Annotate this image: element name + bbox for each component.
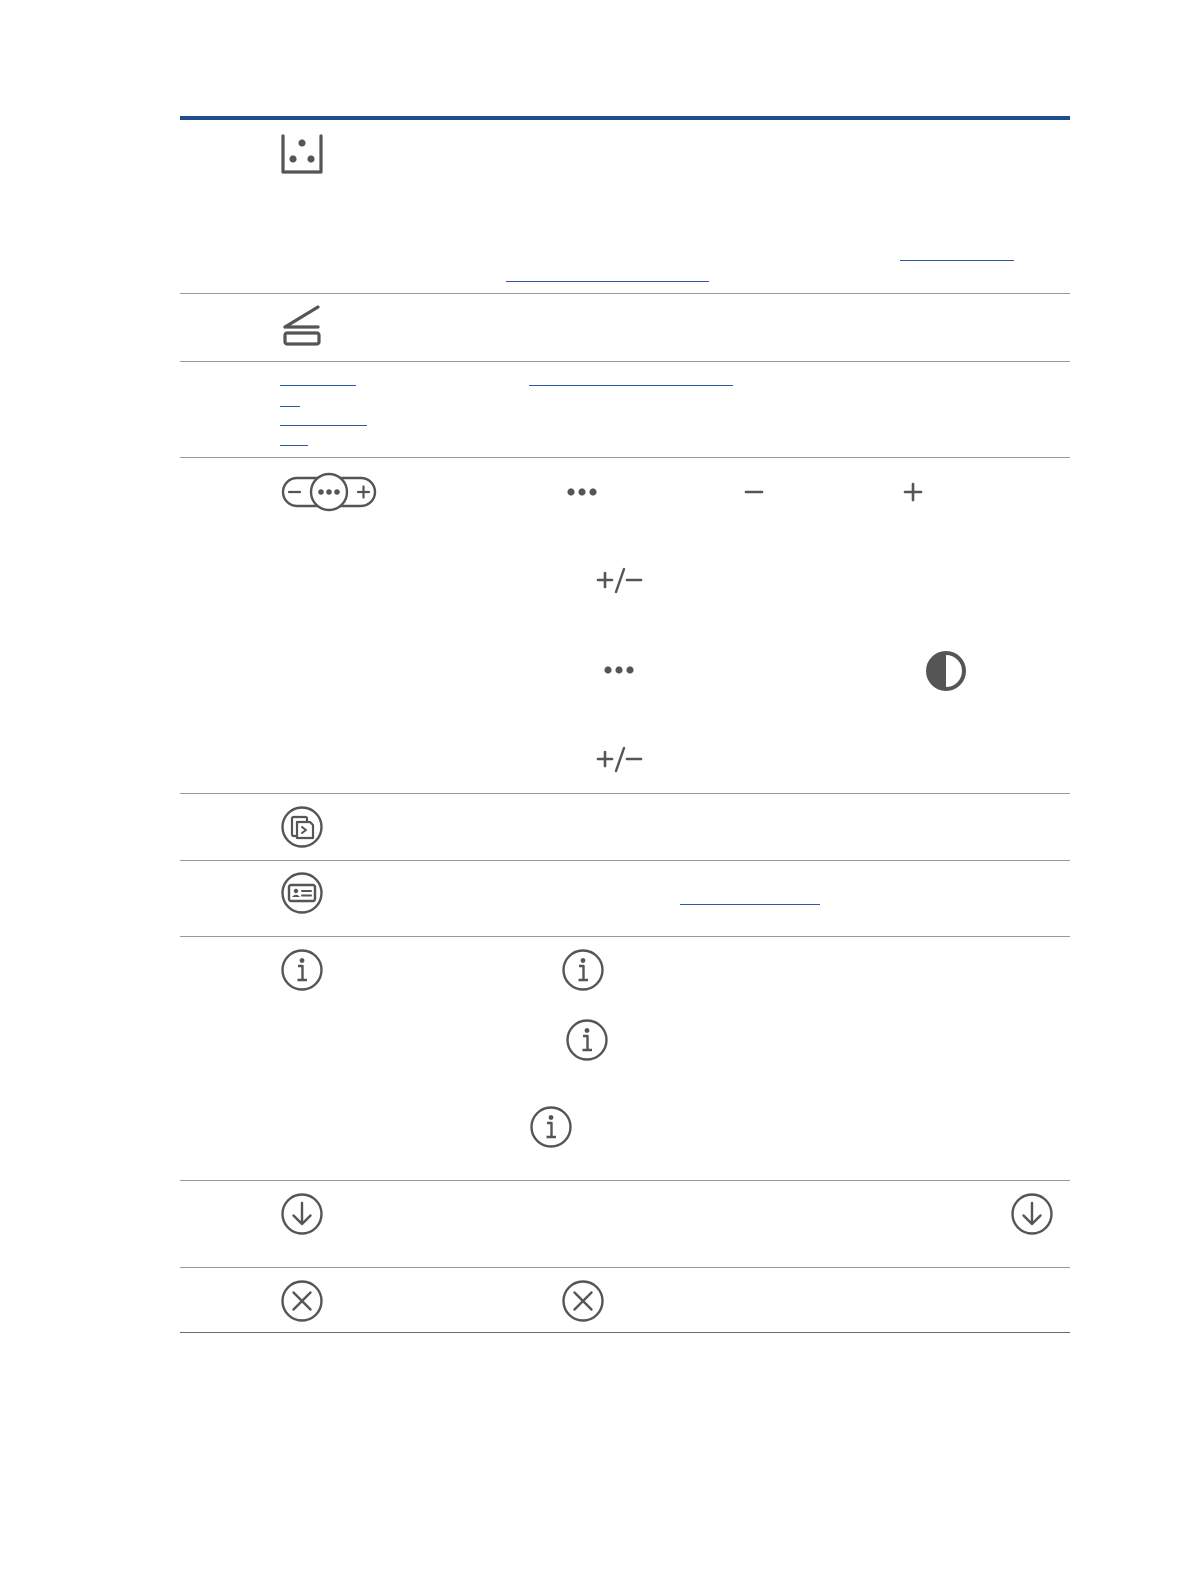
cancel-icon bbox=[280, 1279, 324, 1323]
link-underline[interactable] bbox=[680, 904, 820, 905]
link-underline[interactable] bbox=[280, 406, 300, 407]
stepper-control-icon bbox=[280, 472, 378, 514]
link-underline[interactable] bbox=[506, 281, 709, 282]
info-icon bbox=[561, 948, 605, 992]
row-divider bbox=[180, 1267, 1070, 1268]
row-divider bbox=[180, 293, 1070, 294]
link-underline[interactable] bbox=[280, 425, 367, 426]
link-underline[interactable] bbox=[529, 385, 733, 386]
link-underline[interactable] bbox=[900, 260, 1014, 261]
contrast-icon bbox=[924, 649, 968, 693]
row-divider bbox=[180, 936, 1070, 937]
id-card-icon bbox=[280, 871, 324, 915]
plus-minus-icon bbox=[596, 566, 644, 594]
table-bottom-rule bbox=[180, 1332, 1070, 1333]
table-header-rule bbox=[180, 116, 1070, 120]
copy-document-icon bbox=[280, 805, 324, 849]
row-divider bbox=[180, 1180, 1070, 1181]
link-underline[interactable] bbox=[280, 445, 308, 446]
plus-icon bbox=[904, 483, 922, 501]
row-divider bbox=[180, 361, 1070, 362]
minus-icon bbox=[744, 484, 764, 500]
ink-dots-icon bbox=[280, 133, 324, 175]
row-divider bbox=[180, 860, 1070, 861]
more-dots-icon bbox=[566, 485, 598, 499]
more-dots-icon bbox=[603, 663, 635, 677]
download-icon bbox=[1010, 1192, 1054, 1236]
scanner-glass-icon bbox=[280, 304, 324, 346]
cancel-icon bbox=[561, 1279, 605, 1323]
plus-minus-icon bbox=[596, 745, 644, 773]
row-divider bbox=[180, 793, 1070, 794]
link-underline[interactable] bbox=[280, 385, 356, 386]
info-icon bbox=[280, 948, 324, 992]
row-divider bbox=[180, 457, 1070, 458]
info-icon bbox=[565, 1018, 609, 1062]
info-icon bbox=[529, 1105, 573, 1149]
download-icon bbox=[280, 1192, 324, 1236]
